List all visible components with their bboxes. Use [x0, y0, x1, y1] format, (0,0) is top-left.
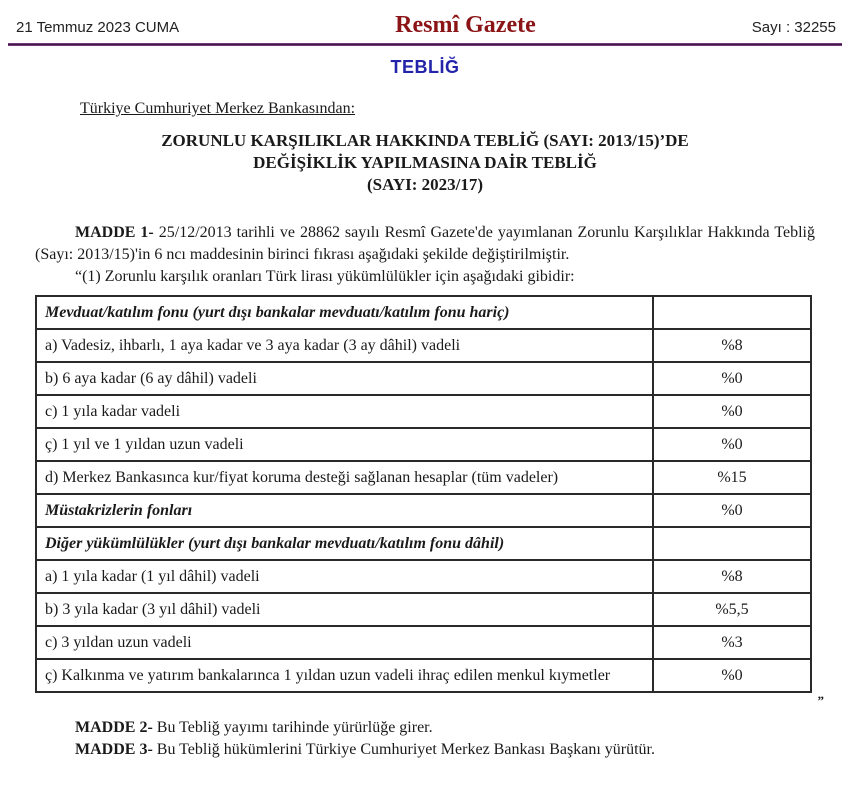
header-rule	[8, 43, 842, 46]
article-2-text: Bu Tebliğ yayımı tarihinde yürürlüğe girer.	[152, 719, 433, 736]
article-2-label: MADDE 2-	[75, 719, 153, 736]
table-row	[36, 395, 811, 428]
row-value	[653, 527, 811, 560]
table-row	[36, 296, 811, 329]
doc-title	[0, 130, 850, 196]
row-value: %5,5	[653, 593, 811, 626]
row-label: a) 1 yıla kadar (1 yıl dâhil) vadeli	[36, 560, 653, 593]
row-value: %0	[653, 428, 811, 461]
row-label: ç) Kalkınma ve yatırım bankalarınca 1 yıldan uzun vadeli ihraç edilen menkul kıymetler	[36, 659, 653, 692]
article-1-text: 25/12/2013 tarihli ve 28862 sayılı Resmî Gazete'de yayımlanan Zorunlu Karşılıklar Hakkında Tebliğ (Sayı: 2013/15)'in 6 ncı maddesinin birinci fıkrası aşağıdaki şekilde değiştirilmiştir.	[35, 224, 815, 263]
doc-title-line2: DEĞİŞİKLİK YAPILMASINA DAİR TEBLİĞ	[253, 153, 597, 172]
row-value: %3	[653, 626, 811, 659]
article-1-quote-intro: “(1) Zorunlu karşılık oranları Türk lirası yükümlülükler için aşağıdaki gibidir:	[75, 268, 575, 285]
article-1-label: MADDE 1-	[75, 224, 154, 241]
table-row	[36, 659, 811, 692]
issue-number: Sayı : 32255	[751, 19, 836, 36]
article-3-label: MADDE 3-	[75, 741, 153, 758]
row-value: %0	[653, 362, 811, 395]
article-1-paragraph	[35, 222, 815, 266]
closing-quote-mark: ”	[817, 693, 824, 708]
row-value: %0	[653, 494, 811, 527]
section-heading: TEBLİĞ	[390, 57, 460, 77]
body-block	[35, 222, 815, 288]
row-label: b) 6 aya kadar (6 ay dâhil) vadeli	[36, 362, 653, 395]
row-value	[653, 296, 811, 329]
table-row	[36, 593, 811, 626]
table-row	[36, 527, 811, 560]
article-3-text: Bu Tebliğ hükümlerini Türkiye Cumhuriyet Merkez Bankası Başkanı yürütür.	[152, 741, 655, 758]
doc-title-line1: ZORUNLU KARŞILIKLAR HAKKINDA TEBLİĞ (SAYI: 2013/15)’DE	[161, 131, 689, 150]
table-row	[36, 461, 811, 494]
table-row	[36, 428, 811, 461]
row-label: Müstakrizlerin fonları	[36, 494, 653, 527]
row-label: c) 3 yıldan uzun vadeli	[36, 626, 653, 659]
issuer-line: Türkiye Cumhuriyet Merkez Bankasından:	[80, 100, 356, 117]
row-label: ç) 1 yıl ve 1 yıldan uzun vadeli	[36, 428, 653, 461]
row-label: Mevduat/katılım fonu (yurt dışı bankalar mevduatı/katılım fonu hariç)	[36, 296, 653, 329]
row-value: %15	[653, 461, 811, 494]
doc-title-line3: (SAYI: 2023/17)	[366, 175, 484, 194]
article-3-paragraph	[35, 739, 815, 761]
table-row	[36, 560, 811, 593]
table-row	[36, 626, 811, 659]
row-label: c) 1 yıla kadar vadeli	[36, 395, 653, 428]
row-value: %0	[653, 395, 811, 428]
table-row	[36, 362, 811, 395]
row-value: %0	[653, 659, 811, 692]
gazette-title: Resmî Gazete	[395, 12, 536, 38]
row-value: %8	[653, 560, 811, 593]
table-row	[36, 329, 811, 362]
reserve-ratio-table	[35, 295, 812, 693]
publication-date: 21 Temmuz 2023 CUMA	[16, 19, 180, 36]
table-row	[36, 494, 811, 527]
masthead	[0, 0, 850, 43]
row-label: d) Merkez Bankasınca kur/fiyat koruma desteği sağlanan hesaplar (tüm vadeler)	[36, 461, 653, 494]
row-label: b) 3 yıla kadar (3 yıl dâhil) vadeli	[36, 593, 653, 626]
article-2-paragraph	[35, 717, 815, 739]
row-value: %8	[653, 329, 811, 362]
row-label: Diğer yükümlülükler (yurt dışı bankalar mevduatı/katılım fonu dâhil)	[36, 527, 653, 560]
end-articles	[35, 717, 815, 761]
row-label: a) Vadesiz, ihbarlı, 1 aya kadar ve 3 aya kadar (3 ay dâhil) vadeli	[36, 329, 653, 362]
